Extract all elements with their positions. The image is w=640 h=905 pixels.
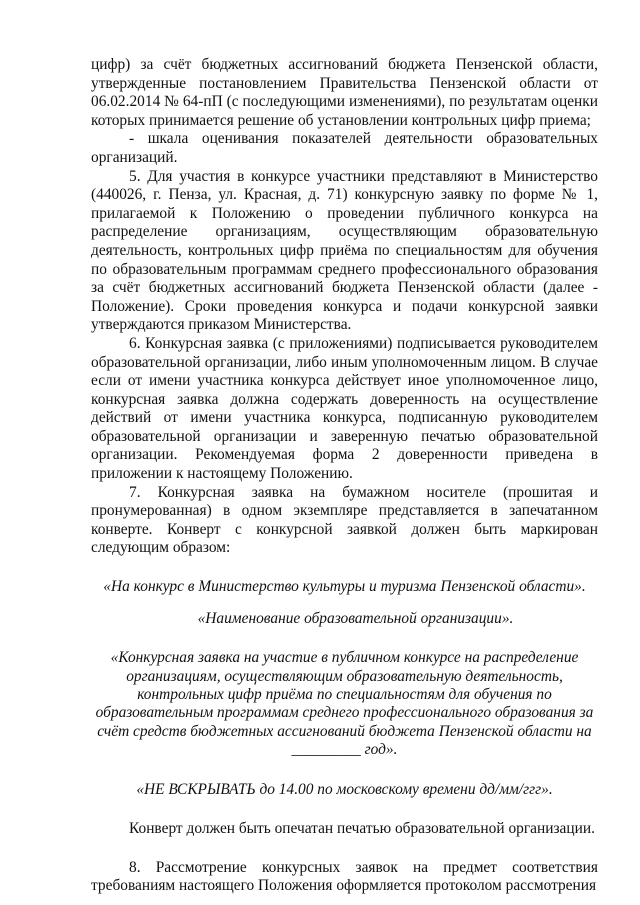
envelope-label-ministry: «На конкурс в Министерство культуры и туризма Пензенской области».: [103, 578, 586, 596]
paragraph-5: 5. Для участия в конкурсе участники представляют в Министерство (440026, г. Пенза, ул. Красная, д. 71) конкурсную заявку по форме № 1, прилагаемой к Положению о проведении публичного конкурса на распределение организациям, осуществляющим образовательную деятельность, контрольных цифр приёма по специальностям для обучения по образовательным программам среднего профессионального образования за счёт бюджетных ассигнований бюджета Пензенской области (далее - Положение). Сроки проведения конкурса и подачи конкурсной заявки утверждаются приказом Министерства.: [91, 167, 598, 334]
paragraph-6: 6. Конкурсная заявка (с приложениями) подписывается руководителем образовательной организации, либо иным уполномоченным лицом. В случае если от имени участника конкурса действует иное уполномоченное лицо, конкурсная заявка должна содержать доверенность на осуществление действий от имени участника конкурса, подписанную руководителем образовательной организации и заверенную печатью образовательной организации. Рекомендуемая форма 2 доверенности приведена в приложении к настоящему Положению.: [91, 334, 598, 483]
envelope-label-organization: «Наименование образовательной организации».: [197, 609, 514, 627]
paragraph-intro: цифр) за счёт бюджетных ассигнований бюджета Пензенской области, утвержденные постановлением Правительства Пензенской области от 06.02.2014 № 64-пП (с последующими изменениями), по результатам оценки которых принимается решение об установлении контрольных цифр приема;: [91, 56, 598, 129]
envelope-label-application: «Конкурсная заявка на участие в публичном конкурсе на распределение организациям, осуществляющим образовательную деятельность, контрольных цифр приёма по специальностям для обучения по образовательным программам среднего профессионального образования за счёт средств бюджетных ассигнований бюджета Пензенской области на _________ год».: [95, 649, 594, 759]
envelope-label-do-not-open: «НЕ ВСКРЫВАТЬ до 14.00 по московскому времени дд/мм/ггг».: [136, 780, 553, 798]
paragraph-8: 8. Рассмотрение конкурсных заявок на предмет соответствия требованиям настоящего Положения оформляется протоколом рассмотрения: [91, 858, 598, 895]
paragraph-envelope-sealed: Конверт должен быть опечатан печатью образовательной организации.: [129, 820, 595, 838]
paragraph-7: 7. Конкурсная заявка на бумажном носителе (прошитая и пронумерованная) в одном экземпляре представляется в запечатанном конверте. Конверт с конкурсной заявкой должен быть маркирован следующим образом:: [91, 483, 598, 557]
document-page: [91, 56, 598, 896]
paragraph-rating-scale: - шкала оценивания показателей деятельности образовательных организаций.: [91, 130, 598, 166]
